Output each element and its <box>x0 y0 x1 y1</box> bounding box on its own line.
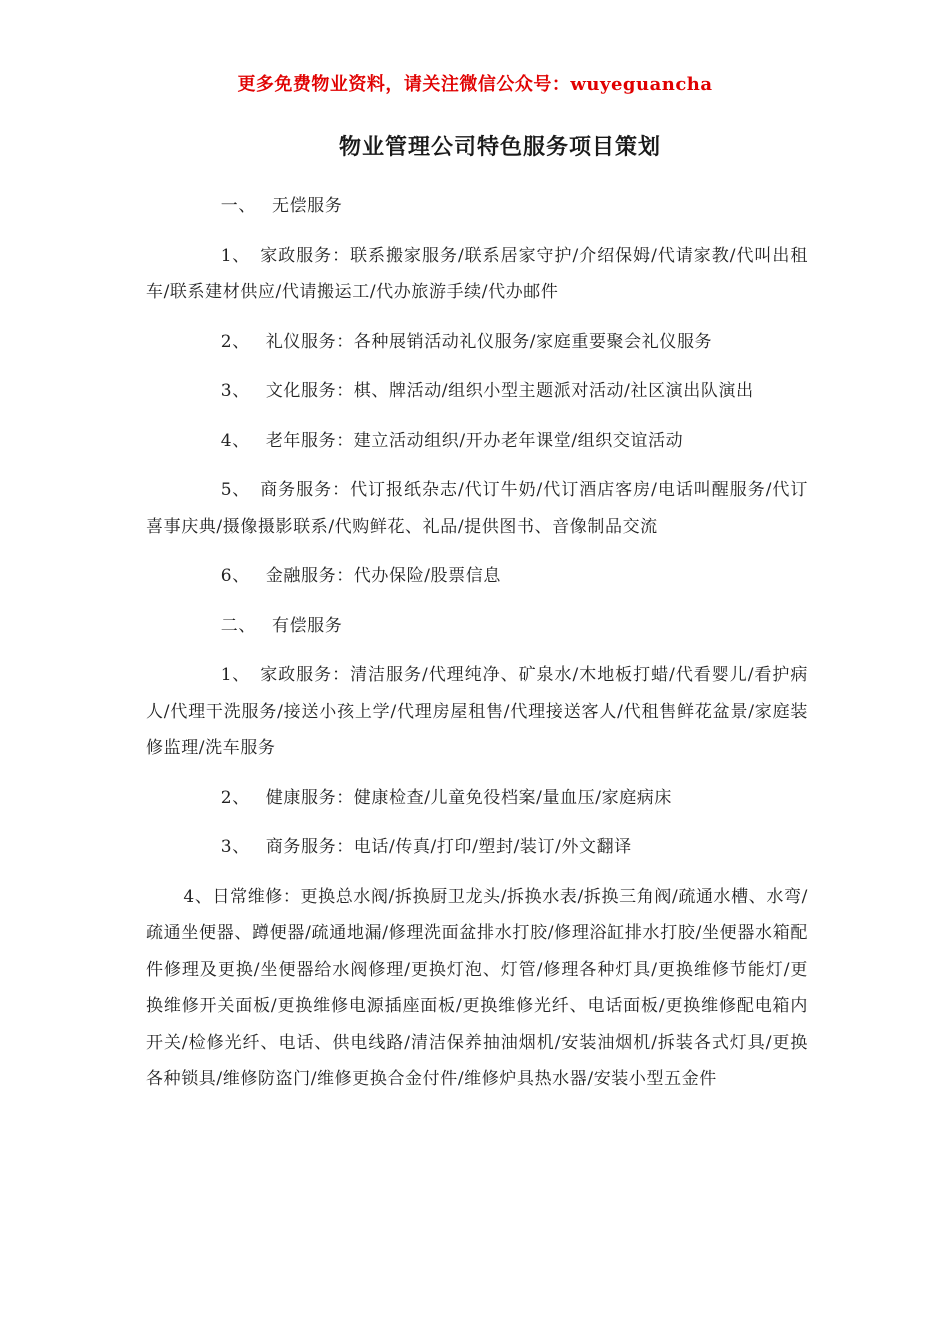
item-text: 家政服务：清洁服务/代理纯净、矿泉水/木地板打蜡/代看婴儿/看护病人/代理干洗服务/接送小孩上学/代理房屋租售/代理接送客人/代租售鲜花盆景/家庭装修监理/洗车服务 <box>146 665 808 758</box>
section-heading <box>146 608 808 645</box>
item-text: 金融服务：代办保险/股票信息 <box>265 566 501 586</box>
promo-banner: 更多免费物业资料，请关注微信公众号：wuyeguancha <box>237 74 713 95</box>
section-number: 二、 <box>220 615 256 636</box>
item-number: 5、 <box>220 480 250 500</box>
item-text: 家政服务：联系搬家服务/联系居家守护/介绍保姆/代请家教/代叫出租车/联系建材供应/代请搬运工/代办旅游手续/代办邮件 <box>146 245 808 302</box>
item-text: 老年服务：建立活动组织/开办老年课堂/组织交谊活动 <box>265 430 684 451</box>
item-text: 商务服务：代订报纸杂志/代订牛奶/代订酒店客房/电话叫醒服务/代订喜事庆典/摄像摄影联系/代购鲜花、礼品/提供图书、音像制品交流 <box>146 480 808 537</box>
list-item <box>146 472 808 545</box>
item-number: 2、 <box>220 787 250 808</box>
document-title: 物业管理公司特色服务项目策划 <box>338 135 661 160</box>
item-number: 4、 <box>183 886 213 907</box>
section-heading-text: 无偿服务 <box>271 196 343 216</box>
section-heading-text: 有偿服务 <box>271 615 343 636</box>
list-item <box>146 324 808 361</box>
document-body <box>146 188 808 1098</box>
item-number: 3、 <box>220 837 250 857</box>
item-text: 日常维修：更换总水阀/拆换厨卫龙头/拆换水表/拆换三角阀/疏通水槽、水弯/疏通坐便器、蹲便器/疏通地漏/修理洗面盆排水打胶/修理浴缸排水打胶/坐便器水箱配件修理及更换/坐便器给水阀修理/更换灯泡、灯管/修理各种灯具/更换维修节能灯/更换维修开关面板/更换维修电源插座面板/更换维修光纤、电话面板/更换维修配电箱内开关/检修光纤、电话、供电线路/清洁保养抽油烟机/安装油烟机/拆装各式灯具/更换各种锁具/维修防盗门/维修更换合金付件/维修炉具热水器/安装小型五金件 <box>146 886 808 1089</box>
item-text: 礼仪服务：各种展销活动礼仪服务/家庭重要聚会礼仪服务 <box>265 331 713 352</box>
item-number: 2、 <box>220 331 250 352</box>
list-item <box>146 829 808 866</box>
list-item <box>146 423 808 460</box>
item-number: 4、 <box>220 430 250 451</box>
item-number: 1、 <box>220 245 250 266</box>
section-heading <box>146 188 808 225</box>
item-text: 商务服务：电话/传真/打印/塑封/装订/外文翻译 <box>265 837 632 857</box>
list-item <box>146 238 808 311</box>
item-text: 文化服务：棋、牌活动/组织小型主题派对活动/社区演出队演出 <box>265 381 754 401</box>
list-item <box>146 373 808 410</box>
list-item <box>146 780 808 817</box>
item-number: 6、 <box>220 566 250 586</box>
list-item <box>146 558 808 595</box>
section-number: 一、 <box>220 196 256 216</box>
item-text: 健康服务：健康检查/儿童免役档案/量血压/家庭病床 <box>265 787 672 808</box>
item-number: 3、 <box>220 381 250 401</box>
item-number: 1、 <box>220 665 250 685</box>
list-item <box>146 657 808 767</box>
list-item <box>146 879 808 1098</box>
